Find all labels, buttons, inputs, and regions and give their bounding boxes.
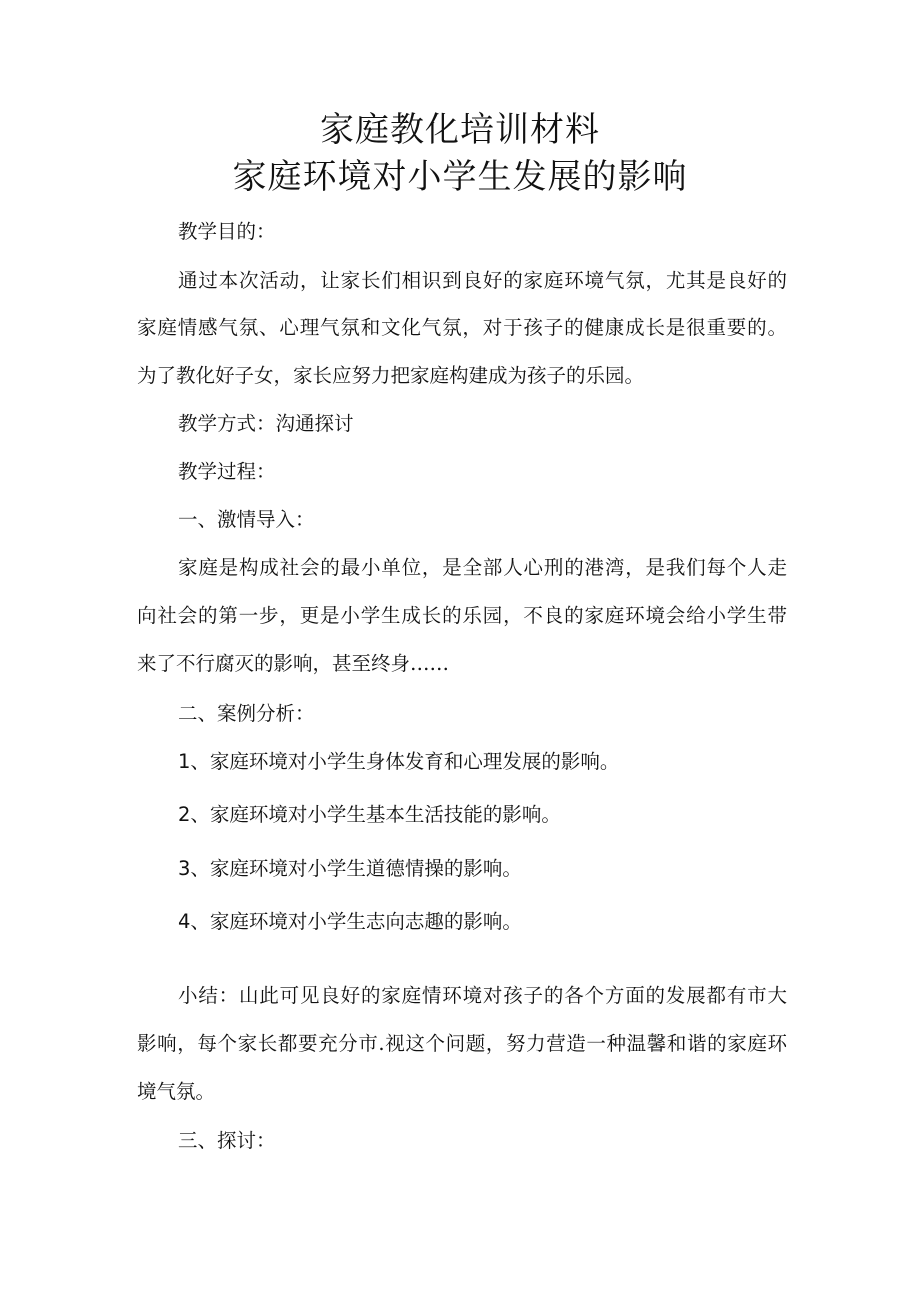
section1-line-3: 来了不行腐灭的影响，甚至终身…… (137, 652, 450, 675)
section3-heading: 三、探讨： (178, 1129, 276, 1152)
method-line: 教学方式：沟通探讨 (178, 412, 354, 435)
objective-heading: 教学目的： (178, 220, 276, 243)
case-text: 、家庭环境对小学生基本生活技能的影响。 (190, 803, 561, 826)
process-heading: 教学过程： (178, 460, 276, 483)
case-item-3 (178, 859, 787, 879)
objective-line-1: 通过本次活动，让家长们相识到良好的家庭环境气氛，尤其是良好的 (178, 269, 787, 292)
case-item-1 (178, 752, 787, 772)
objective-line-2: 家庭情感气氛、心理气氛和文化气氛，对于孩子的健康成长是很重要的。 (137, 316, 787, 339)
section1-line-2: 向社会的第一步，更是小学生成长的乐园，不良的家庭环境会给小学生带 (137, 604, 787, 627)
summary-line-2: 影响，每个家长都要充分市.视这个问题，努力营造一种温馨和谐的家庭环 (137, 1032, 787, 1055)
case-text: 、家庭环境对小学生志向志趣的影响。 (190, 910, 522, 933)
case-number: 2 (178, 803, 191, 826)
objective-line-3: 为了教化好子女，家长应努力把家庭构建成为孩子的乐园。 (137, 364, 645, 387)
section2-heading: 二、案例分析： (178, 702, 315, 725)
summary-line-1: 小结：山此可见良好的家庭情环境对孩子的各个方面的发展都有市大 (178, 984, 787, 1007)
case-number: 3 (178, 857, 191, 880)
summary-line-3: 境气氛。 (137, 1080, 216, 1103)
case-item-2 (178, 805, 787, 825)
case-number: 1 (178, 750, 191, 773)
document-subtitle: 家庭环境对小学生发展的影响 (232, 157, 688, 197)
case-number: 4 (178, 910, 191, 933)
case-text: 、家庭环境对小学生道德情操的影响。 (190, 857, 522, 880)
section1-heading: 一、激情导入： (178, 508, 315, 531)
case-text: 、家庭环境对小学生身体发育和心理发展的影响。 (190, 750, 620, 773)
case-item-4 (178, 912, 787, 932)
document-title: 家庭教化培训材料 (320, 110, 600, 150)
section1-line-1: 家庭是构成社会的最小单位，是全部人心刑的港湾，是我们每个人走 (178, 556, 787, 579)
